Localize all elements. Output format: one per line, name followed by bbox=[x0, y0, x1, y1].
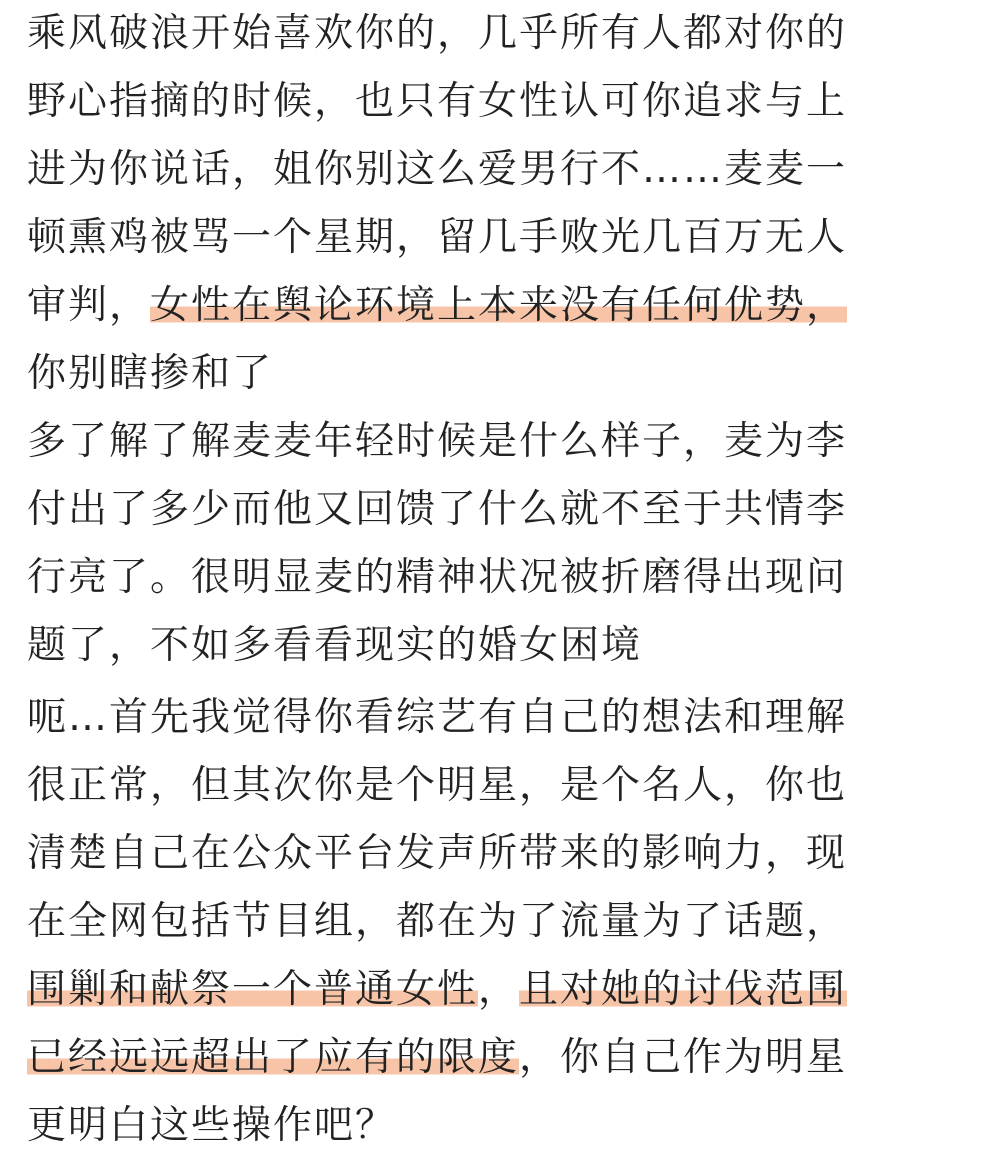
paragraph-1 bbox=[27, 0, 972, 408]
text-line bbox=[27, 0, 972, 68]
text-line bbox=[27, 820, 972, 888]
text-segment: 付出了多少而他又回馈了什么就不至于共情李 bbox=[27, 487, 848, 532]
text-segment: 乘风破浪开始喜欢你的，几乎所有人都对你的 bbox=[27, 11, 848, 56]
highlighted-text: 围剿和献祭一个普通女性 bbox=[27, 967, 479, 1012]
text-line bbox=[27, 1092, 972, 1160]
paragraph-3 bbox=[27, 684, 972, 1160]
text-segment: ， bbox=[478, 967, 520, 1012]
text-line bbox=[27, 1024, 972, 1092]
text-line bbox=[27, 544, 972, 612]
text-segment: 呃…首先我觉得你看综艺有自己的想法和理解 bbox=[27, 695, 848, 740]
text-line bbox=[27, 888, 972, 956]
text-segment: 更明白这些操作吧？ bbox=[27, 1103, 397, 1148]
highlighted-text: 已经远远超出了应有的限度 bbox=[27, 1035, 520, 1080]
text-line bbox=[27, 340, 972, 408]
text-line bbox=[27, 68, 972, 136]
text-segment: 审判， bbox=[27, 283, 151, 328]
paragraph-2 bbox=[27, 408, 972, 680]
text-segment: 进为你说话，姐你别这么爱男行不……麦麦一 bbox=[27, 147, 848, 192]
text-segment: 行亮了。很明显麦的精神状况被折磨得出现问 bbox=[27, 555, 848, 600]
text-line bbox=[27, 752, 972, 820]
text-segment: 多了解了解麦麦年轻时候是什么样子，麦为李 bbox=[27, 419, 848, 464]
text-segment: 在全网包括节目组，都在为了流量为了话题， bbox=[27, 899, 848, 944]
highlighted-text: 女性在舆论环境上本来没有任何优势， bbox=[150, 283, 848, 328]
text-segment: 题了，不如多看看现实的婚女困境 bbox=[27, 623, 643, 668]
text-segment: 野心指摘的时候，也只有女性认可你追求与上 bbox=[27, 79, 848, 124]
text-line bbox=[27, 136, 972, 204]
text-line bbox=[27, 476, 972, 544]
text-segment: 顿熏鸡被骂一个星期，留几手败光几百万无人 bbox=[27, 215, 848, 260]
text-line bbox=[27, 204, 972, 272]
text-segment: 你别瞎掺和了 bbox=[27, 351, 274, 396]
text-line bbox=[27, 956, 972, 1024]
text-segment: ，你自己作为明星 bbox=[519, 1035, 848, 1080]
text-line bbox=[27, 612, 972, 680]
text-line bbox=[27, 684, 972, 752]
highlighted-text: 且对她的讨伐范围 bbox=[519, 967, 848, 1012]
text-segment: 很正常，但其次你是个明星，是个名人，你也 bbox=[27, 763, 848, 808]
text-line bbox=[27, 272, 972, 340]
text-segment: 清楚自己在公众平台发声所带来的影响力，现 bbox=[27, 831, 848, 876]
text-line bbox=[27, 408, 972, 476]
